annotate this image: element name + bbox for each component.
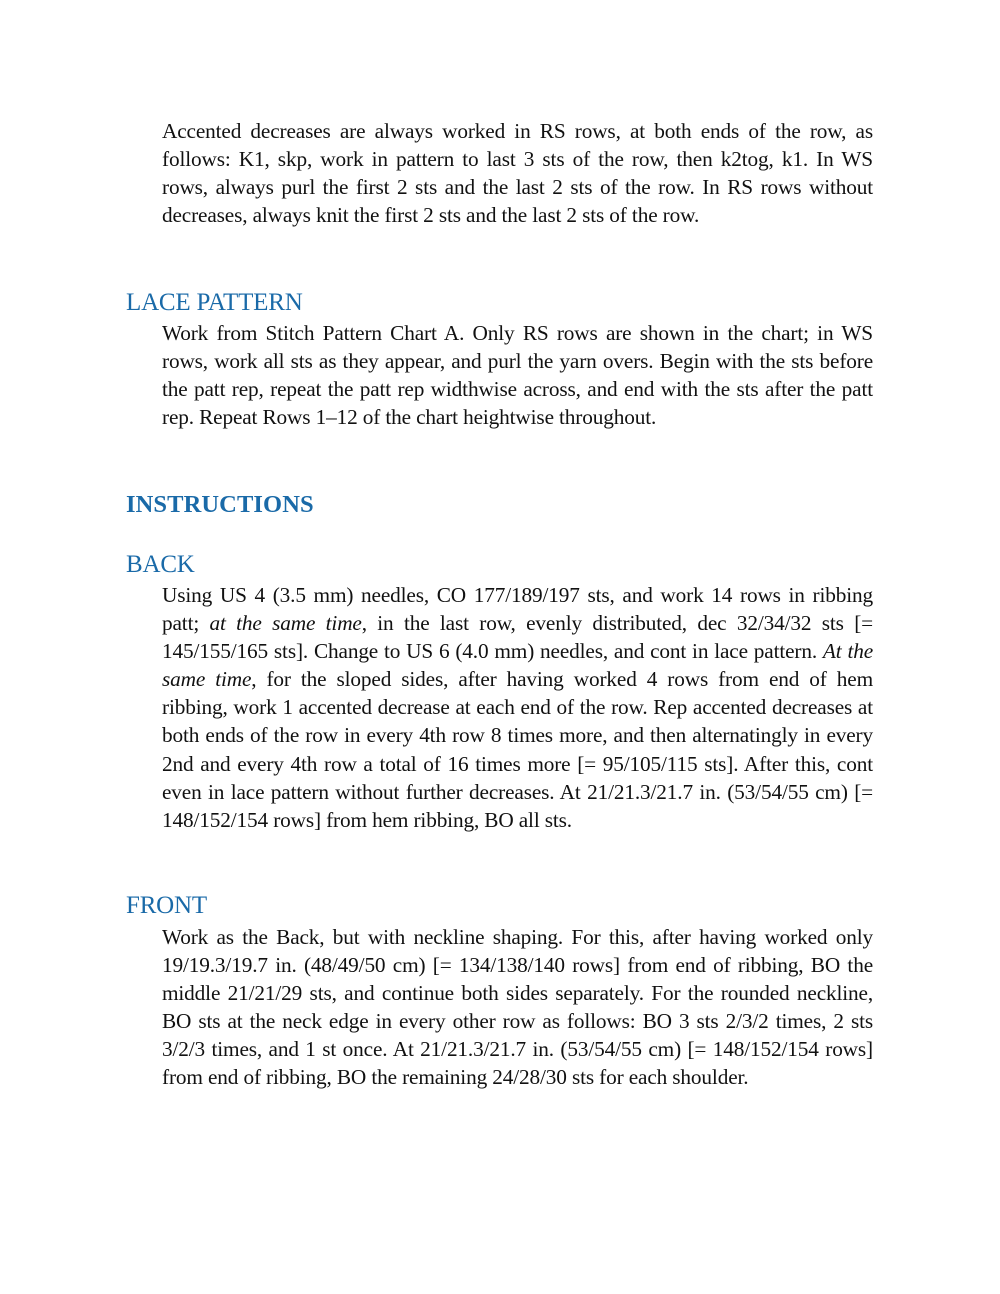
- lace-pattern-paragraph: Work from Stitch Pattern Chart A. Only RS rows are shown in the chart; in WS rows, work all sts as they appear, and purl the yarn overs. Begin with the sts before the patt rep, repeat the patt rep widthwise across, and end with the sts after the patt rep. Repeat Rows 1–12 of the chart heightwise throughout.: [162, 321, 873, 430]
- front-heading: FRONT: [126, 892, 207, 919]
- accented-decreases-paragraph: Accented decreases are always worked in RS rows, at both ends of the row, as follows: K1, skp, work in pattern to last 3 sts of the row, then k2tog, k1. In WS rows, always purl the first 2 sts and the last 2 sts of the row. In RS rows without decreases, always knit the first 2 sts and the last 2 sts of the row.: [162, 119, 873, 228]
- back-text-3: , for the sloped sides, after having worked 4 rows from end of hem ribbing, work 1 accented decrease at each end of the row. Rep accented decreases at both ends of the row in every 4th row 8 times more, and then alternatingly in every 2nd and every 4th row a total of 16 times more [= 95/105/115 sts]. After this, cont even in lace pattern without further decreases. At 21/21.3/21.7 in. (53/54/55 cm) [= 148/152/154 rows] from hem ribbing, BO all sts.: [162, 667, 873, 832]
- lace-pattern-heading: LACE PATTERN: [126, 289, 303, 316]
- instructions-heading: INSTRUCTIONS: [126, 491, 314, 518]
- back-paragraph: [162, 581, 873, 834]
- back-text-1: Using US 4 (3.5 mm) needles, CO 177/189/197 sts, and work 14 rows in ribbing patt;: [162, 583, 873, 636]
- front-paragraph: Work as the Back, but with neckline shaping. For this, after having worked only 19/19.3/19.7 in. (48/49/50 cm) [= 134/138/140 rows] from end of ribbing, BO the middle 21/21/29 sts, and continue both sides separately. For the rounded neckline, BO sts at the neck edge in every other row as follows: BO 3 sts 2/3/2 times, 2 sts 3/2/3 times, and 1 st once. At 21/21.3/21.7 in. (53/54/55 cm) [= 148/152/154 rows] from end of ribbing, BO the remaining 24/28/30 sts for each shoulder.: [162, 925, 873, 1090]
- back-heading: BACK: [126, 551, 195, 578]
- back-text-2: , in the last row, evenly distributed, dec 32/34/32 sts [= 145/155/165 sts]. Change to US 6 (4.0 mm) needles, and cont in lace pattern.: [162, 611, 874, 664]
- back-italic-2: At the same time: [162, 639, 874, 692]
- back-italic-1: at the same time: [209, 611, 362, 636]
